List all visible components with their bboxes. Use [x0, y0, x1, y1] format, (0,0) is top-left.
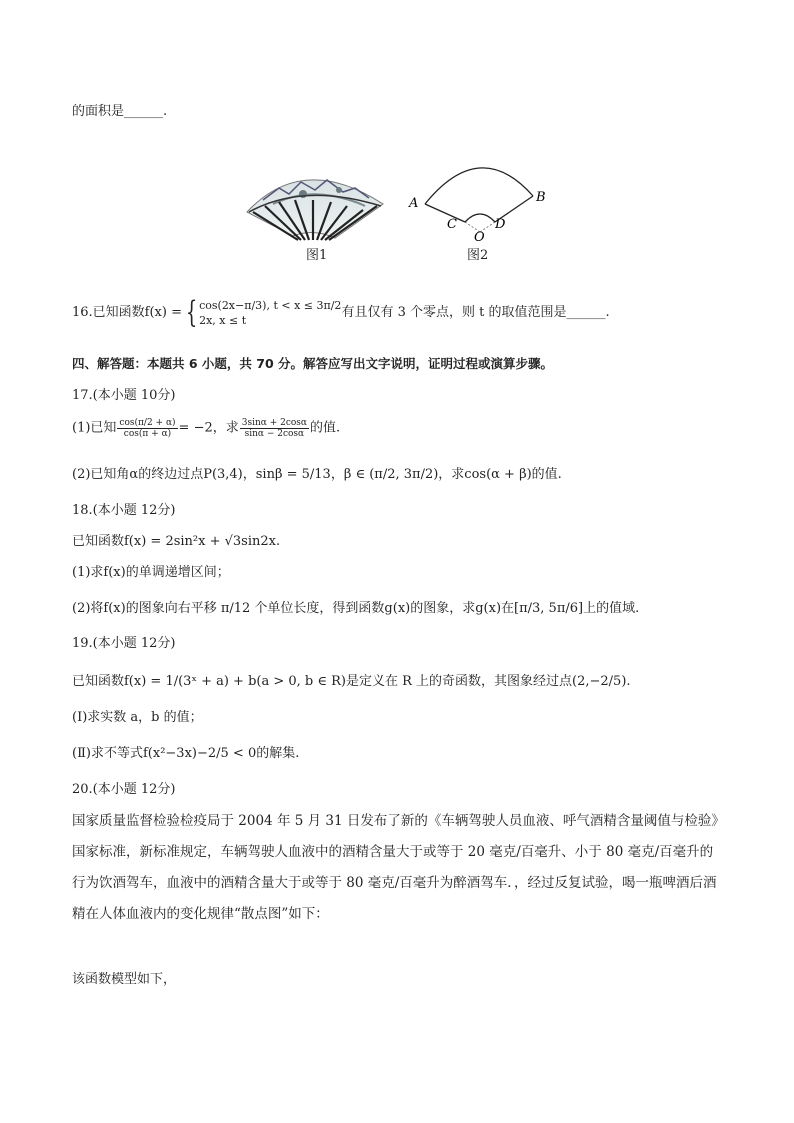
q16-pieces	[199, 298, 341, 328]
q16-piece2: 2x, x ≤ t	[199, 314, 247, 327]
q19-part1: (Ⅰ)求实数 a，b 的值；	[72, 710, 203, 725]
q19-part2: (Ⅱ)求不等式f(x²−3x)−2/5 < 0的解集.	[72, 746, 300, 761]
q20-paragraph: 国家质量监督检验检疫局于 2004 年 5 月 31 日发布了新的《车辆驾驶人员血液、呼气酒精含量阈值与检验》国家标准，新标准规定，车辆驾驶人血液中的酒精含量大于或等于 20 毫克/百毫升、小于 80 毫克/百毫升的行为饮酒驾车，血液中的酒精含量大于或等于 80 毫克/百毫升为醉酒驾车．，经过反复试验，喝一瓶啤酒后酒精在人体血液内的变化规律“散点图”如下：	[72, 813, 719, 922]
q20-model-line: 该函数模型如下，	[72, 972, 177, 987]
q17-frac1-den: cos(π + α)	[123, 429, 172, 439]
q16-line	[72, 295, 610, 330]
q17-frac2-num: 3sinα + 2cosα	[241, 418, 307, 428]
q16-suffix: 有且仅有 3 个零点，则 t 的取值范围是______.	[341, 305, 610, 320]
label-A: A	[409, 196, 419, 211]
q16-prefix: 16.已知函数f(x) =	[72, 305, 182, 320]
q17-p1-mid: = −2，求	[178, 420, 239, 436]
label-O: O	[474, 230, 485, 244]
label-B: B	[536, 190, 546, 205]
q18-header: 18.(本小题 12分)	[72, 503, 176, 518]
sector-diagram	[405, 156, 555, 244]
q18-line1: 已知函数f(x) = 2sin²x + √3sin2x.	[72, 534, 281, 549]
q17-frac1	[117, 418, 177, 439]
q18-part1: (1)求f(x)的单调递增区间；	[72, 565, 230, 580]
label-C: C	[447, 217, 457, 232]
q17-part1	[72, 418, 340, 439]
q17-frac2	[240, 418, 309, 439]
q20-header: 20.(本小题 12分)	[72, 782, 176, 797]
brace-icon: {	[185, 295, 198, 330]
figure1-caption: 图1	[306, 248, 328, 263]
q17-part2: (2)已知角α的终边过点P(3,4)，sinβ = 5/13，β ∈ (π/2, 3π/2)，求cos(α + β)的值.	[72, 467, 562, 482]
q17-p1-suffix: 的值.	[310, 420, 341, 436]
q17-frac2-den: sinα − 2cosα	[244, 429, 305, 439]
q19-line1: 已知函数f(x) = 1/(3ˣ + a) + b(a > 0, b ∈ R)是定义在 R 上的奇函数，其图象经过点(2,−2/5).	[72, 674, 631, 689]
label-D: D	[495, 217, 506, 232]
q17-p1-prefix: (1)已知	[72, 420, 117, 436]
top-line: 的面积是______.	[72, 104, 168, 119]
figure2-caption: 图2	[467, 248, 489, 263]
q19-header: 19.(本小题 12分)	[72, 636, 176, 651]
fan-illustration	[243, 160, 388, 250]
q18-part2: (2)将f(x)的图象向右平移 π/12 个单位长度，得到函数g(x)的图象，求g(x)在[π/3, 5π/6]上的值域.	[72, 601, 640, 616]
q16-piece1: cos(2x−π/3), t < x ≤ 3π/2	[199, 299, 342, 312]
section4-title: 四、解答题：本题共 6 小题，共 70 分。解答应写出文字说明，证明过程或演算步骤。	[72, 356, 554, 371]
q17-frac1-num: cos(π/2 + α)	[119, 418, 176, 428]
q17-header: 17.(本小题 10分)	[72, 388, 176, 403]
